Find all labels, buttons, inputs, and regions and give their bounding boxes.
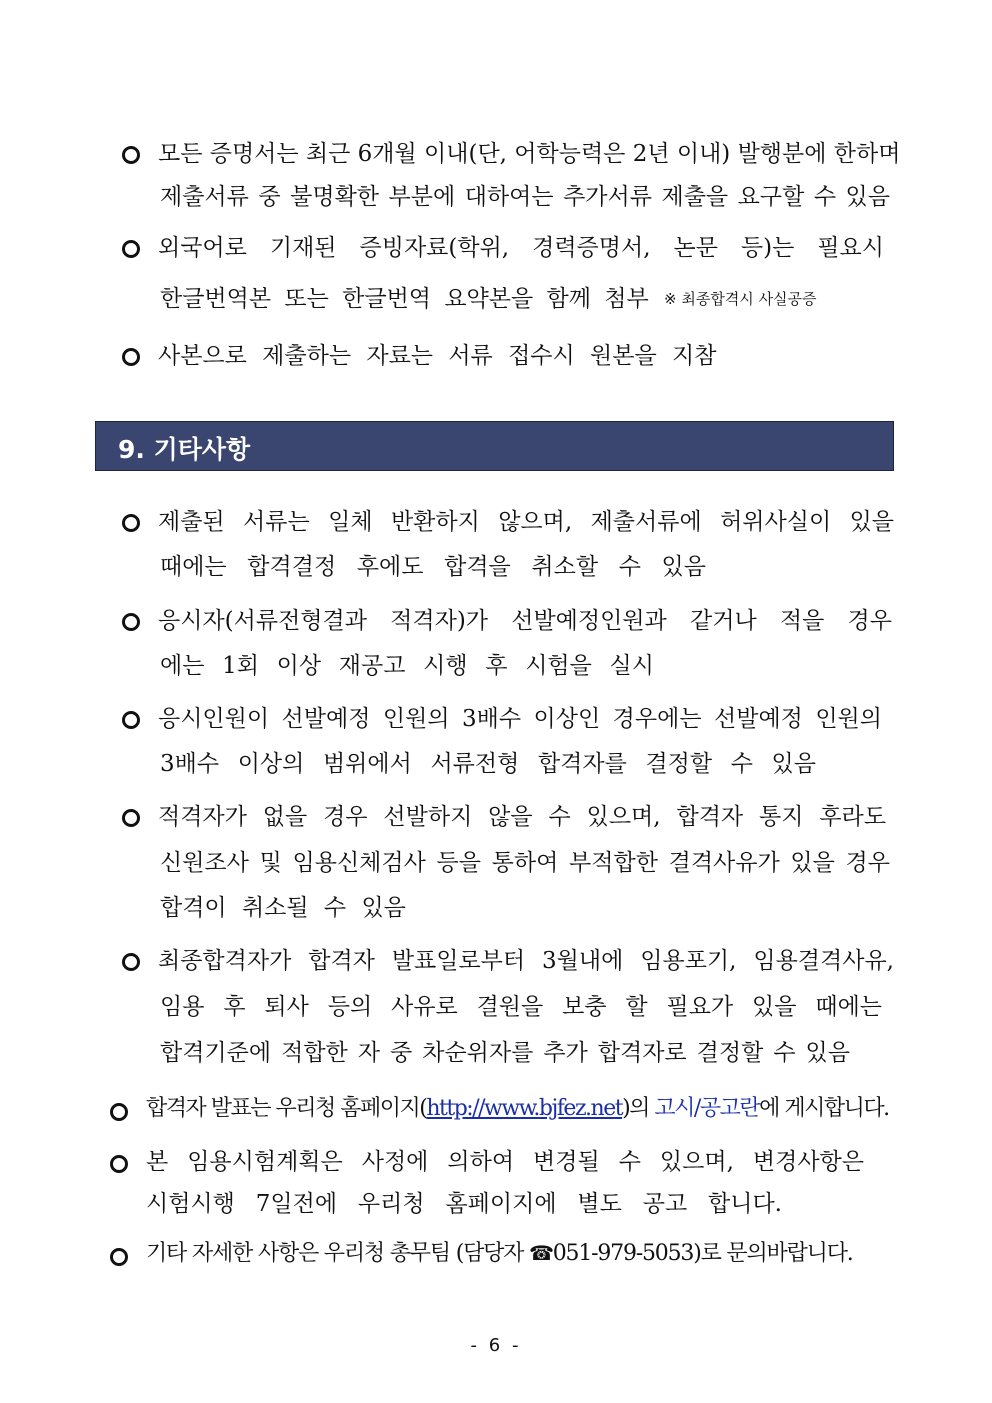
homepage-link[interactable]: http://www.bjfez.net	[426, 1096, 623, 1121]
item-line: 합격기준에 적합한 자 중 차순위자를 추가 합격자로 결정할 수 있음	[160, 1040, 850, 1066]
bullet-icon	[122, 711, 140, 729]
item-line: 응시인원이 선발예정 인원의 3배수 이상인 경우에는 선발예정 인원의	[158, 706, 882, 732]
announcement-line	[146, 1098, 889, 1120]
announcement-suffix: 에 게시합니다.	[759, 1096, 889, 1121]
bullet-icon	[122, 953, 140, 971]
item-line: 3배수 이상의 범위에서 서류전형 합격자를 결정할 수 있음	[160, 751, 816, 777]
item-line	[160, 288, 817, 311]
item-line: 때에는 합격결정 후에도 합격을 취소할 수 있음	[160, 554, 706, 580]
contact-line	[146, 1243, 853, 1265]
announcement-prefix: 합격자 발표는 우리청 홈페이지(	[146, 1096, 427, 1121]
item-line: 외국어로 기재된 증빙자료(학위, 경력증명서, 논문 등)는 필요시	[158, 235, 884, 261]
item-line: 응시자(서류전형결과 적격자)가 선발예정인원과 같거나 적을 경우	[158, 608, 892, 634]
announcement-mid: )의	[622, 1096, 655, 1121]
bullet-icon	[122, 146, 140, 164]
section-title: 9. 기타사항	[118, 435, 251, 464]
notice-line: 시험시행 7일전에 우리청 홈페이지에 별도 공고 합니다.	[146, 1191, 782, 1217]
item-line: 에는 1회 이상 재공고 시행 후 시험을 실시	[160, 653, 654, 679]
bullet-icon	[122, 809, 140, 827]
page-number: - 6 -	[470, 1335, 522, 1356]
item-line: 사본으로 제출하는 자료는 서류 접수시 원본을 지참	[158, 343, 717, 369]
bullet-icon	[110, 1103, 128, 1121]
bullet-icon	[122, 240, 140, 258]
item-line: 최종합격자가 합격자 발표일로부터 3월내에 임용포기, 임용결격사유,	[158, 948, 894, 974]
item-line: 모든 증명서는 최근 6개월 이내(단, 어학능력은 2년 이내) 발행분에 한하며	[158, 141, 901, 167]
bullet-icon	[122, 348, 140, 366]
item-line: 신원조사 및 임용신체검사 등을 통하여 부적합한 결격사유가 있을 경우	[160, 850, 890, 876]
item-line: 제출된 서류는 일체 반환하지 않으며, 제출서류에 허위사실이 있을	[158, 509, 894, 535]
notice-board-link[interactable]: 고시/공고란	[654, 1096, 760, 1121]
phone-icon: ☎	[529, 1241, 553, 1265]
contact-prefix: 기타 자세한 사항은 우리청 총무팀 (담당자	[146, 1241, 524, 1266]
notarization-note: ※ 최종합격시 사실공증	[664, 290, 817, 308]
item-line: 합격이 취소될 수 있음	[160, 895, 406, 921]
item-line: 임용 후 퇴사 등의 사유로 결원을 보충 할 필요가 있을 때에는	[160, 994, 882, 1020]
notice-line: 본 임용시험계획은 사정에 의하여 변경될 수 있으며, 변경사항은	[146, 1149, 864, 1175]
item-text: 한글번역본 또는 한글번역 요약본을 함께 첨부	[160, 286, 649, 312]
bullet-icon	[110, 1248, 128, 1266]
contact-suffix: )로 문의바랍니다.	[693, 1241, 853, 1266]
item-line: 적격자가 없을 경우 선발하지 않을 수 있으며, 합격자 통지 후라도	[158, 804, 886, 830]
phone-number: 051-979-5053	[552, 1241, 694, 1266]
section-header	[95, 421, 894, 471]
bullet-icon	[122, 514, 140, 532]
item-line: 제출서류 중 불명확한 부분에 대하여는 추가서류 제출을 요구할 수 있음	[160, 184, 890, 210]
bullet-icon	[122, 613, 140, 631]
bullet-icon	[110, 1155, 128, 1173]
